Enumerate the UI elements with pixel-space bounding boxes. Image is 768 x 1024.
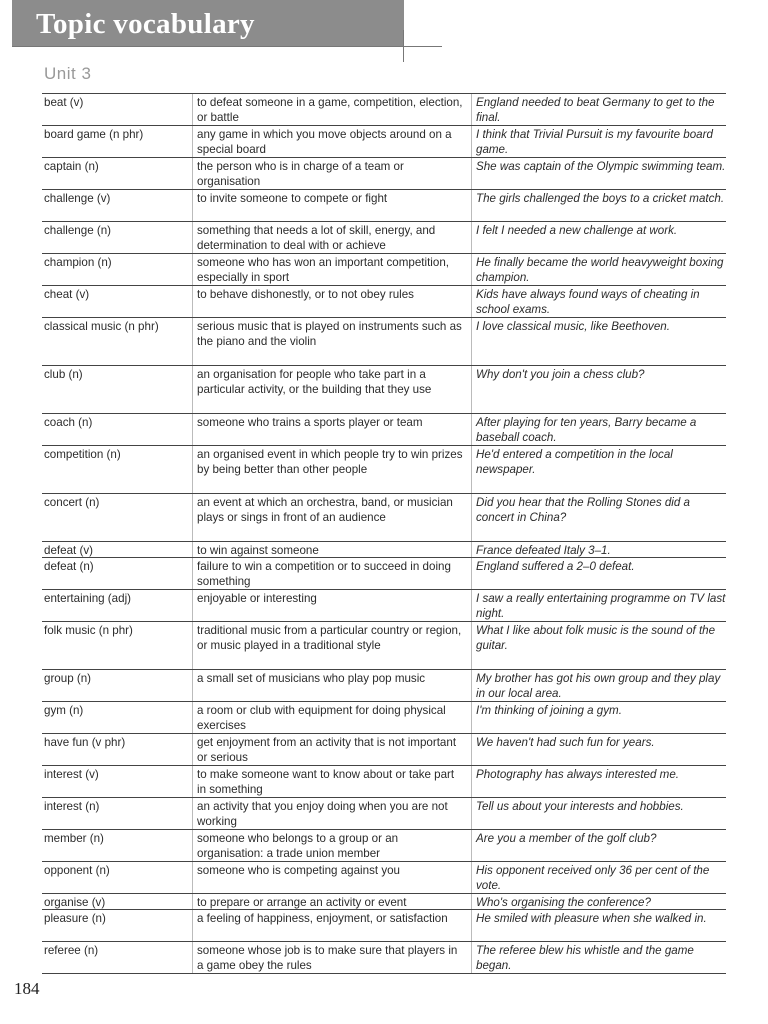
- table-row: [42, 286, 726, 318]
- word-cell: referee (n): [44, 944, 99, 957]
- table-row: [42, 702, 726, 734]
- word-cell: folk music (n phr): [44, 624, 133, 637]
- table-row: [42, 894, 726, 910]
- example-cell: After playing for ten years, Barry became a baseball coach.: [471, 414, 726, 445]
- word-cell: cheat (v): [44, 288, 90, 301]
- table-row: [42, 414, 726, 446]
- example-cell: Why don't you join a chess club?: [471, 366, 726, 413]
- word-cell: opponent (n): [44, 864, 110, 877]
- example-cell: England needed to beat Germany to get to the final.: [471, 94, 726, 125]
- word-cell: challenge (n): [44, 224, 112, 237]
- example-cell: I felt I needed a new challenge at work.: [471, 222, 726, 253]
- table-row: [42, 542, 726, 558]
- page-number: 184: [14, 979, 40, 998]
- table-row: [42, 446, 726, 494]
- example-cell: My brother has got his own group and they play in our local area.: [471, 670, 726, 701]
- example-cell: The referee blew his whistle and the game began.: [471, 942, 726, 973]
- example-cell: What I like about folk music is the sound of the guitar.: [471, 622, 726, 669]
- word-cell: beat (v): [44, 96, 84, 109]
- table-row: [42, 830, 726, 862]
- definition-cell: failure to win a competition or to succeed in doing something: [192, 558, 471, 589]
- example-cell: The girls challenged the boys to a cricket match.: [471, 190, 726, 221]
- word-cell: captain (n): [44, 160, 99, 173]
- word-cell: concert (n): [44, 496, 100, 509]
- word-cell: board game (n phr): [44, 128, 144, 141]
- header-tick: [403, 30, 404, 62]
- definition-cell: someone who is competing against you: [192, 862, 471, 893]
- table-row: [42, 942, 726, 974]
- definition-cell: enjoyable or interesting: [192, 590, 471, 621]
- definition-cell: get enjoyment from an activity that is not important or serious: [192, 734, 471, 765]
- table-row: [42, 590, 726, 622]
- example-cell: I saw a really entertaining programme on TV last night.: [471, 590, 726, 621]
- definition-cell: traditional music from a particular country or region, or music played in a traditional style: [192, 622, 471, 669]
- definition-cell: an activity that you enjoy doing when you are not working: [192, 798, 471, 829]
- definition-cell: something that needs a lot of skill, energy, and determination to deal with or achieve: [192, 222, 471, 253]
- example-cell: Photography has always interested me.: [471, 766, 726, 797]
- table-row: [42, 494, 726, 542]
- definition-cell: someone who trains a sports player or team: [192, 414, 471, 445]
- definition-cell: the person who is in charge of a team or organisation: [192, 158, 471, 189]
- definition-cell: to make someone want to know about or take part in something: [192, 766, 471, 797]
- word-cell: group (n): [44, 672, 92, 685]
- definition-cell: to win against someone: [192, 542, 471, 557]
- example-cell: Tell us about your interests and hobbies.: [471, 798, 726, 829]
- definition-cell: any game in which you move objects around on a special board: [192, 126, 471, 157]
- example-cell: France defeated Italy 3–1.: [471, 542, 726, 557]
- table-row: [42, 158, 726, 190]
- header-rule: [12, 46, 442, 47]
- table-row: [42, 862, 726, 894]
- table-row: [42, 222, 726, 254]
- example-cell: Kids have always found ways of cheating in school exams.: [471, 286, 726, 317]
- example-cell: She was captain of the Olympic swimming team.: [471, 158, 726, 189]
- word-cell: organise (v): [44, 896, 106, 909]
- word-cell: classical music (n phr): [44, 320, 159, 333]
- table-row: [42, 366, 726, 414]
- definition-cell: a room or club with equipment for doing physical exercises: [192, 702, 471, 733]
- example-cell: I love classical music, like Beethoven.: [471, 318, 726, 365]
- definition-cell: an organisation for people who take part in a particular activity, or the building that they use: [192, 366, 471, 413]
- word-cell: entertaining (adj): [44, 592, 132, 605]
- word-cell: have fun (v phr): [44, 736, 126, 749]
- table-row: [42, 798, 726, 830]
- vocabulary-table: [42, 93, 726, 974]
- example-cell: We haven't had such fun for years.: [471, 734, 726, 765]
- word-cell: defeat (v): [44, 544, 93, 557]
- example-cell: He smiled with pleasure when she walked in.: [471, 910, 726, 941]
- word-cell: gym (n): [44, 704, 84, 717]
- definition-cell: a feeling of happiness, enjoyment, or satisfaction: [192, 910, 471, 941]
- table-row: [42, 622, 726, 670]
- word-cell: challenge (v): [44, 192, 111, 205]
- definition-cell: someone whose job is to make sure that players in a game obey the rules: [192, 942, 471, 973]
- page-title: Topic vocabulary: [36, 8, 255, 40]
- definition-cell: to defeat someone in a game, competition, election, or battle: [192, 94, 471, 125]
- table-row: [42, 558, 726, 590]
- word-cell: club (n): [44, 368, 83, 381]
- table-row: [42, 94, 726, 126]
- definition-cell: someone who belongs to a group or an organisation: a trade union member: [192, 830, 471, 861]
- definition-cell: to invite someone to compete or fight: [192, 190, 471, 221]
- unit-heading: Unit 3: [44, 64, 92, 83]
- definition-cell: an organised event in which people try to win prizes by being better than other people: [192, 446, 471, 493]
- example-cell: I think that Trivial Pursuit is my favourite board game.: [471, 126, 726, 157]
- definition-cell: to prepare or arrange an activity or event: [192, 894, 471, 909]
- word-cell: interest (n): [44, 800, 100, 813]
- word-cell: defeat (n): [44, 560, 94, 573]
- table-row: [42, 126, 726, 158]
- example-cell: I'm thinking of joining a gym.: [471, 702, 726, 733]
- definition-cell: to behave dishonestly, or to not obey rules: [192, 286, 471, 317]
- word-cell: member (n): [44, 832, 104, 845]
- example-cell: Who's organising the conference?: [471, 894, 726, 909]
- word-cell: champion (n): [44, 256, 112, 269]
- definition-cell: a small set of musicians who play pop music: [192, 670, 471, 701]
- definition-cell: an event at which an orchestra, band, or musician plays or sings in front of an audience: [192, 494, 471, 541]
- table-row: [42, 190, 726, 222]
- definition-cell: someone who has won an important competition, especially in sport: [192, 254, 471, 285]
- word-cell: interest (v): [44, 768, 99, 781]
- table-row: [42, 670, 726, 702]
- table-row: [42, 254, 726, 286]
- example-cell: England suffered a 2–0 defeat.: [471, 558, 726, 589]
- table-row: [42, 910, 726, 942]
- word-cell: coach (n): [44, 416, 93, 429]
- definition-cell: serious music that is played on instruments such as the piano and the violin: [192, 318, 471, 365]
- example-cell: Are you a member of the golf club?: [471, 830, 726, 861]
- word-cell: competition (n): [44, 448, 121, 461]
- example-cell: He finally became the world heavyweight boxing champion.: [471, 254, 726, 285]
- table-row: [42, 734, 726, 766]
- example-cell: Did you hear that the Rolling Stones did a concert in China?: [471, 494, 726, 541]
- table-row: [42, 766, 726, 798]
- example-cell: He'd entered a competition in the local newspaper.: [471, 446, 726, 493]
- word-cell: pleasure (n): [44, 912, 106, 925]
- example-cell: His opponent received only 36 per cent of the vote.: [471, 862, 726, 893]
- table-row: [42, 318, 726, 366]
